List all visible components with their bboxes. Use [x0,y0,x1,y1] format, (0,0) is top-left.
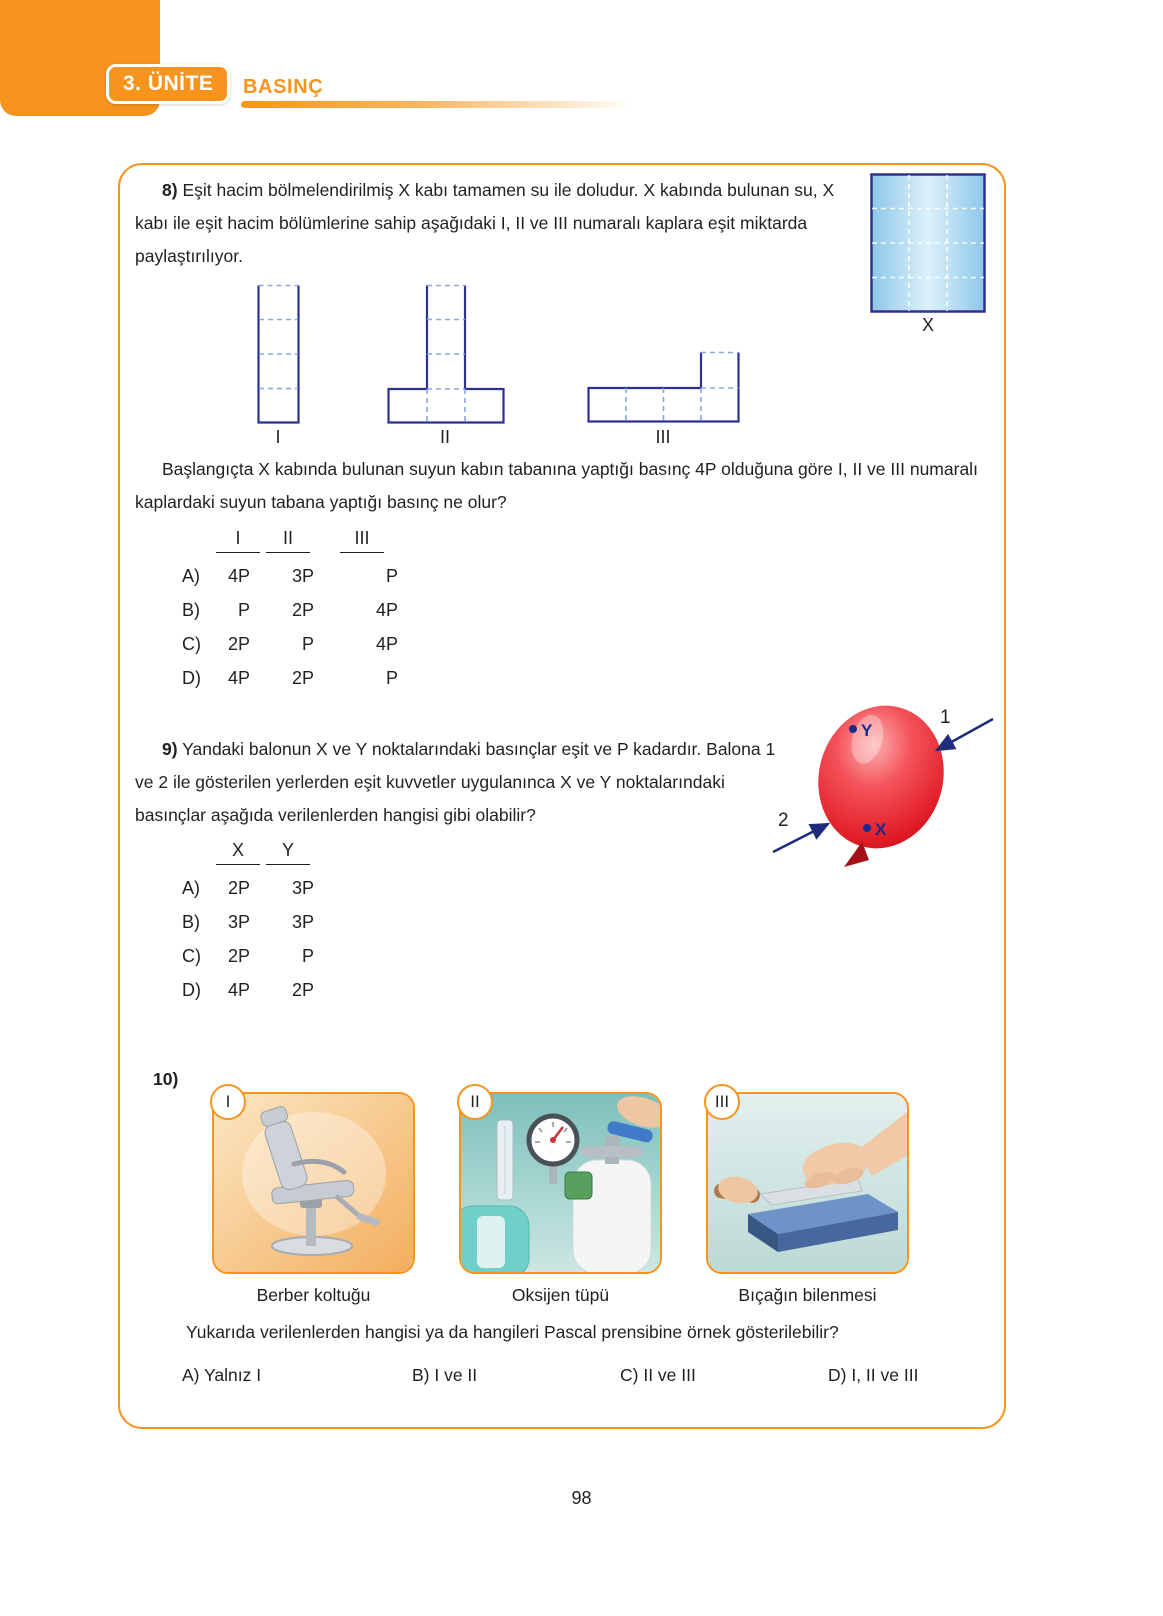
oxygen-tank-image [459,1092,662,1274]
container-x-label: X [921,315,934,335]
answer-cell: 2P [291,979,314,1000]
q8-option-label: C) [182,633,201,654]
q8-intro [135,174,840,273]
q9-intro-text: Yandaki balonun X ve Y noktalarındaki basınçlar eşit ve P kadardır. Balona 1 ve 2 ile gösterilen yerlerden eşit kuvvetler uygulanınca X ve Y noktalarındaki basınçlar aşağıda verilenlerden hangisi gibi olabilir? [135,739,776,825]
card-caption-3: Bıçağın bilenmesi [738,1285,877,1305]
q8-header-3: III [340,528,384,553]
q8-option-label: A) [182,565,200,586]
answer-cell: P [301,945,314,966]
q9-col-header [256,833,320,871]
regulator [565,1172,592,1199]
answer-cell: P [301,633,314,654]
q10-card-3 [706,1092,909,1274]
answer-cell: 3P [291,911,314,932]
answer-cell: 3P [291,877,314,898]
container-2-label: II [439,427,450,447]
answer-cell: 4P [375,599,398,620]
q8-header-2: II [266,528,310,553]
q8-option-label: D) [182,667,201,688]
answer-cell: 3P [291,565,314,586]
point-x-label: X [875,820,887,839]
q10-option-b: B) I ve II [412,1365,478,1385]
container-3-diagram [587,351,740,429]
empty-cell [182,833,216,871]
q9-answer-table [182,833,320,1007]
q9-header-y: Y [266,840,310,865]
q8-question: Başlangıçta X kabında bulunan suyun kabın tabanına yaptığı basınç 4P olduğuna göre I, II ve III numaralı kaplardaki suyun tabana yaptığı basınç ne olur? [135,459,978,512]
q8-intro-text: Eşit hacim bölmelendirilmiş X kabı tamamen su ile doludur. X kabında bulunan su, X kabı ile eşit hacim bölümlerine sahip aşağıdaki I, II ve III numaralı kaplara eşit miktarda paylaştırılıyor. [135,180,835,266]
q10-question: Yukarıda verilenlerden hangisi ya da hangileri Pascal prensibine örnek gösterilebilir? [186,1322,839,1342]
answer-cell: 2P [291,599,314,620]
unit-badge [106,64,230,104]
q9-option-label: C) [182,945,201,966]
point-y-dot [849,725,857,733]
answer-cell: 2P [291,667,314,688]
q8-answer-table [182,521,404,695]
container-2-diagram [387,284,505,429]
q9-option-label: D) [182,979,201,1000]
q10-option-c: C) II ve III [620,1365,696,1385]
content-box [118,163,1006,1429]
container-3-label: III [655,427,671,447]
answer-cell: 3P [227,911,250,932]
unit-badge-label: 3. ÜNİTE [123,72,214,95]
q9-option-label: B) [182,911,200,932]
answer-cell: P [237,599,250,620]
answer-cell: 2P [227,877,250,898]
q8-col-header [216,521,256,559]
q8-col-header [320,521,404,559]
card-caption-1: Berber koltuğu [256,1285,371,1305]
answer-cell: 4P [227,979,250,1000]
title-underline-decoration [241,101,633,108]
q9-intro [135,733,785,832]
q10-card-2 [459,1092,662,1274]
q9-number: 9) [162,739,178,759]
point-x-dot [863,824,871,832]
card-badge-1: I [210,1084,246,1120]
container-1-label: I [275,427,281,447]
q9-option-label: A) [182,877,200,898]
q8-col-header [256,521,320,559]
q8-option-label: B) [182,599,200,620]
answer-cell: 4P [227,565,250,586]
q9-col-header [216,833,256,871]
q10-option-d: D) I, II ve III [828,1365,919,1385]
answer-cell: 2P [227,945,250,966]
q10-option-a: A) Yalnız I [182,1365,262,1385]
card-caption-2: Oksijen tüpü [511,1285,610,1305]
q8-header-1: I [216,528,260,553]
answer-cell: 2P [227,633,250,654]
force-arrow-2-label: 2 [778,810,789,831]
balloon-illustration [770,702,1120,892]
section-title: BASINÇ [243,76,324,98]
q10-number: 10) [153,1069,179,1089]
knife-sharpening-image [706,1092,909,1274]
q9-header-x: X [216,840,260,865]
q8-number: 8) [162,180,178,200]
barber-chair-image [212,1092,415,1274]
card-badge-3: III [704,1084,740,1120]
answer-cell: P [385,667,398,688]
container-x-diagram [870,173,986,318]
card-badge-2: II [457,1084,493,1120]
answer-cell: 4P [227,667,250,688]
page-number: 98 [571,1488,592,1508]
q10-card-1 [212,1092,415,1274]
container-1-diagram [257,284,300,429]
point-y-label: Y [861,721,873,740]
empty-cell [182,521,216,559]
answer-cell: 4P [375,633,398,654]
force-arrow-1-label: 1 [940,707,951,728]
answer-cell: P [385,565,398,586]
